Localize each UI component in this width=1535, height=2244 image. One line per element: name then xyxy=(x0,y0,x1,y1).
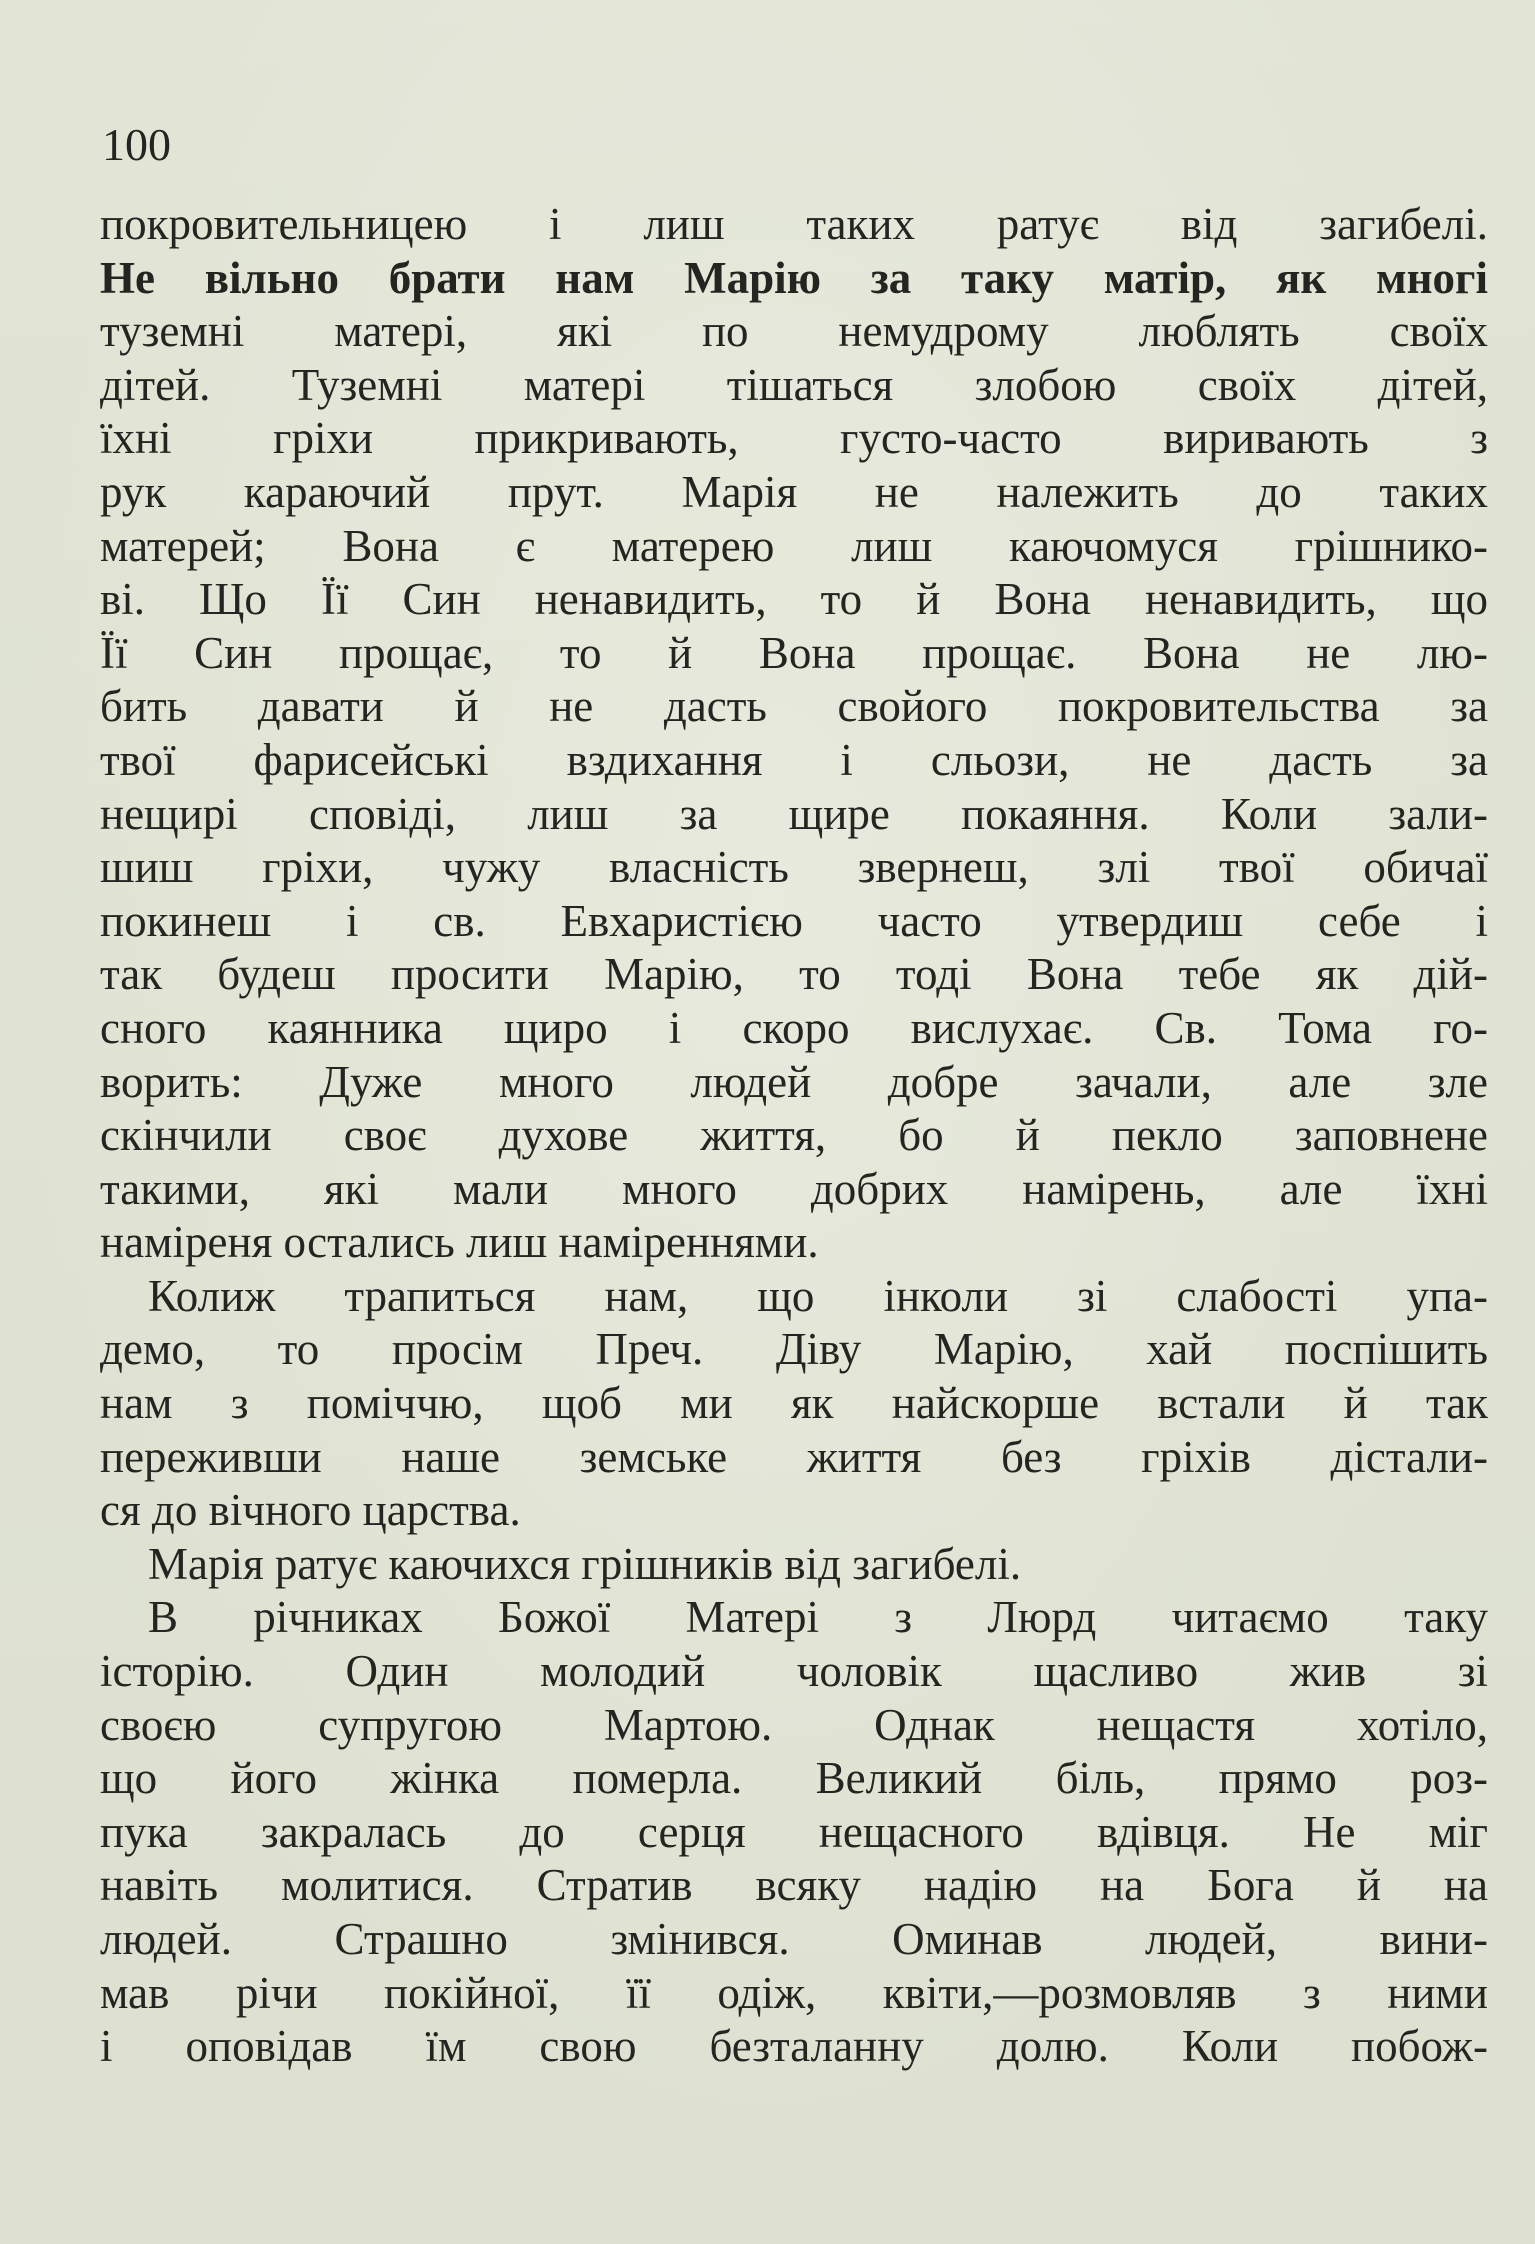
text-line: історію. Один молодий чоловік щасливо жив зі xyxy=(100,1646,1488,1697)
text-line: нам з поміччю, щоб ми як найскорше встали й так xyxy=(100,1378,1488,1429)
text-line: навіть молитися. Стратив всяку надію на Бога й на xyxy=(100,1860,1488,1911)
text-line: переживши наше земське життя без гріхів дістали- xyxy=(100,1431,1488,1482)
text-line: ві. Що Її Син ненавидить, то й Вона ненавидить, що xyxy=(100,574,1488,625)
text-line: і оповідав їм свою безталанну долю. Коли побож- xyxy=(100,2021,1488,2072)
text-line: їхні гріхи прикривають, густо-часто виривають з xyxy=(100,413,1488,464)
text-line: нещирі сповіді, лиш за щире покаяння. Коли зали- xyxy=(100,788,1488,839)
text-line: демо, то просім Преч. Діву Марію, хай поспішить xyxy=(100,1324,1488,1375)
text-line: Колиж трапиться нам, що інколи зі слабості упа- xyxy=(148,1270,1488,1321)
text-line: шиш гріхи, чужу власність звернеш, злі твої обичаї xyxy=(100,842,1488,893)
body-text xyxy=(100,198,1488,2074)
text-line: мав річи покійної, її одіж, квіти,—розмовляв з ними xyxy=(100,1967,1488,2018)
text-line: твої фарисейські вздихання і сльози, не дасть за xyxy=(100,734,1488,785)
text-line: ворить: Дуже много людей добре зачали, але зле xyxy=(100,1056,1488,1107)
text-line: Не вільно брати нам Марію за таку матір, як многі xyxy=(100,252,1488,303)
text-line: покровительницею і лиш таких ратує від загибелі. xyxy=(100,199,1488,249)
text-line: Її Син прощає, то й Вона прощає. Вона не лю- xyxy=(100,627,1488,678)
text-line: В річниках Божої Матері з Люрд читаємо таку xyxy=(148,1592,1488,1643)
text-line: такими, які мали много добрих намірень, але їхні xyxy=(100,1163,1488,1214)
text-line: дітей. Туземні матері тішаться злобою своїх дітей, xyxy=(100,359,1488,410)
section-heading: Марія ратує каючихся грішників від загибелі. xyxy=(148,1538,1022,1589)
text-line: що його жінка померла. Великий біль, прямо роз- xyxy=(100,1753,1488,1804)
text-line: рук караючий прут. Марія не належить до таких xyxy=(100,466,1488,517)
text-line: скінчили своє духове життя, бо й пекло заповнене xyxy=(100,1110,1488,1161)
text-line: пука закралась до серця нещасного вдівця. Не міг xyxy=(100,1806,1488,1857)
text-line: людей. Страшно змінився. Оминав людей, вини- xyxy=(100,1914,1488,1964)
text-line: туземні матері, які по немудрому люблять своїх xyxy=(100,306,1488,357)
text-line: матерей; Вона є матерею лиш каючомуся грішнико- xyxy=(100,520,1488,571)
page-number: 100 xyxy=(102,119,171,170)
text-line: сного каянника щиро і скоро вислухає. Св. Тома го- xyxy=(100,1002,1488,1053)
text-line: так будеш просити Марію, то тоді Вона тебе як дій- xyxy=(100,949,1488,1000)
text-line: ся до вічного царства. xyxy=(100,1485,521,1536)
text-line: бить давати й не дасть свойого покровительства за xyxy=(100,681,1488,732)
text-line: наміреня остались лиш наміреннями. xyxy=(100,1217,819,1268)
text-line: своєю супругою Мартою. Однак нещастя хотіло, xyxy=(100,1699,1488,1750)
text-line: покинеш і св. Евхаристією часто утвердиш себе і xyxy=(100,895,1488,946)
